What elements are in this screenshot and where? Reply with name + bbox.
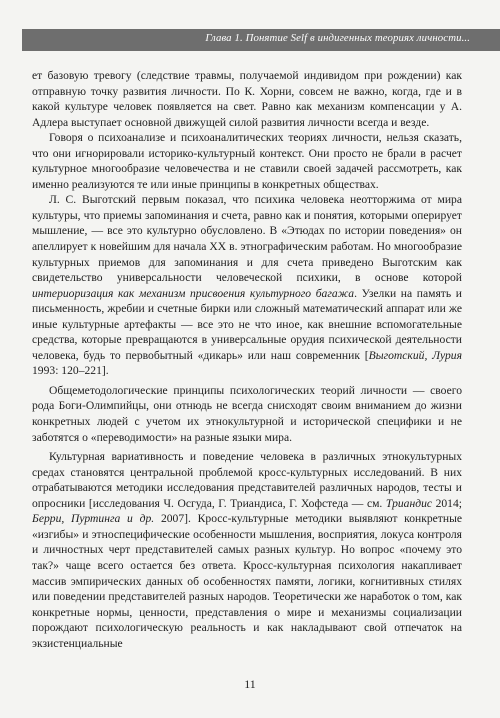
paragraph-2: Говоря о психоанализе и психоаналитических теориях личности, нельзя сказать, что они игнорировали историко-культурный контекст. Они просто не брали в расчет культурное многообразие человечества и не ставили своей задачей рассмотреть, как именно реализуются те или иные принципы в конкретных обществах.: [32, 131, 462, 191]
running-header: [22, 29, 500, 51]
body-text: [32, 68, 462, 651]
italic-term: интериоризация как механизм присвоения культурного багажа: [32, 286, 355, 300]
text-span: Л. С. Выготский первым показал, что психика человека неотторжима от мира культуры, что приемы запоминания и счета, равно как и понятия, которыми оперирует мышление, — все это культурно обусловлено. В «Этюдах по истории поведения» он апеллирует к новейшим для начала XX в. этнографическим работам. Но многообразие культурных приемов для запоминания и для счета приведено Выготским как свидетельство универсальности человеческой психики, в основе которой: [32, 193, 462, 285]
citation-authors: Выготский, Лурия: [368, 348, 462, 362]
chapter-title: Глава 1. Понятие Self в индигенных теориях личности...: [205, 32, 470, 44]
paragraph-3: [32, 192, 462, 379]
text-span: 1993: 120–221].: [32, 364, 109, 378]
citation-authors: Берри, Пуртинга и др.: [32, 512, 155, 526]
paragraph-4: Общеметодологические принципы психологических теорий личности — своего рода Боги-Олимпийцы, они отнюдь не всегда снисходят своим вниманием до жизни конкретных людей с учетом их этнокультурной и исторической специфики и не заботятся о «переводимости» на разные языки мира.: [32, 383, 462, 444]
text-span: 2007]. Кросс-культурные методики выявляют конкретные «изгибы» и этноспецифические особенности мышления, восприятия, локуса контроля и личностных черт представителей самых разных культур. Но вопрос «почему это так?» чаще всего остается без ответа. Кросс-культурная психология накапливает массив эмпирических данных об особенностях памяти, логики, когнитивных стилях или поведении представителей разных народов. Теоретически же наработок о том, как конкретные нормы, ценности, представления о мире и механизмы социализации порождают психологическую реальность и как накладывают свой отпечаток на экзистенциальные: [32, 512, 463, 650]
page-number: 11: [244, 677, 256, 691]
text-span: . Узелки на память и письменность, жребии и счетные бирки или сложный математический аппарат или же иные культурные артефакты — все это не что иное, как внешние вспомогательные средства, которые превращаются в универсальные орудия психической деятельности человека, будь то первобытный «дикарь» или наш современник [: [32, 286, 462, 362]
text-span: Культурная вариативность и поведение человека в различных этнокультурных средах становятся центральной проблемой кросс-культурных исследований. В них отрабатываются методики исследования представителей различных народов, тесты и опросники [исследования Ч. Осгуда, Г. Триандиса, Г. Хофстеда — см.: [32, 450, 462, 510]
text-span: 2014;: [432, 496, 462, 510]
paragraph-1: ет базовую тревогу (следствие травмы, получаемой индивидом при рождении) как отправную точку развития личности. По К. Хорни, совсем не важно, когда, где и в какой культуре человек появляется на свет. Равно как механизм компенсации у А. Адлера выступает основной движущей силой развития личности всегда и везде.: [32, 69, 462, 129]
citation-authors: Триандис: [385, 496, 433, 510]
paragraph-5: [32, 449, 462, 651]
